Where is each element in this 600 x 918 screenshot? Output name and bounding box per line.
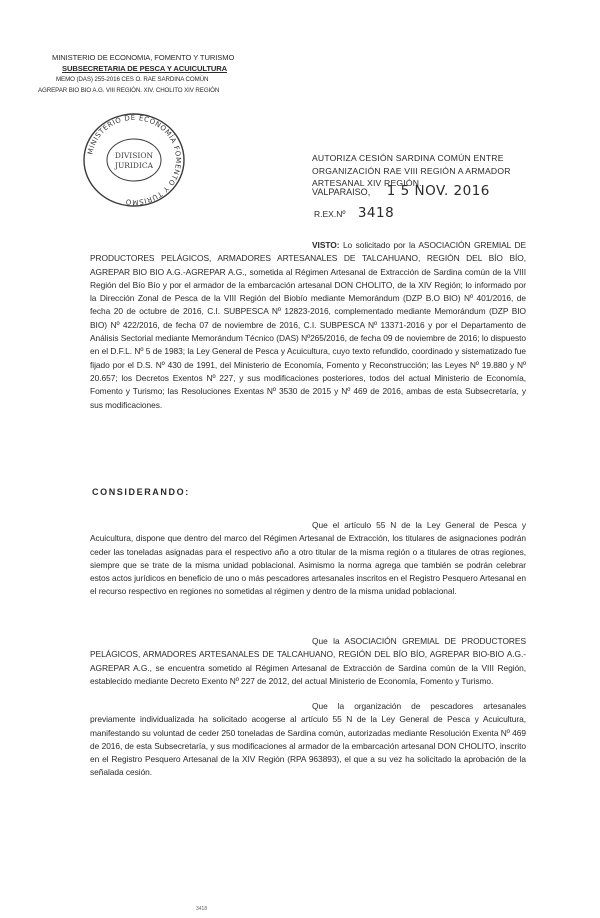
stamp-inner-line-1: DIVISION: [114, 151, 154, 160]
official-stamp: [74, 108, 194, 208]
visto-paragraph: [90, 239, 526, 412]
visto-lead: VISTO:: [312, 240, 340, 250]
considerando-paragraph-3: Que la organización de pescadores artesanales previamente individualizada ha solicitado acogerse al artículo 55 N de la Ley General de Pesca y Acuicultura, manifestando su voluntad de ceder 250 toneladas de Sardina común, autorizadas mediante Resolución Exenta Nº 469 de 2016, de esta Subsecretaría, y sus modificaciones al armador de la embarcación artesanal DON CHOLITO, inscrito en el Registro Pesquero Artesanal de la XIV Región (RPA 963893), el que a su vez ha solicitado la aprobación de la señalada cesión.: [90, 701, 526, 778]
considerando-paragraph-1: Que el artículo 55 N de la Ley General de Pesca y Acuicultura, dispone que dentro del marco del Régimen Artesanal de Extracción, los titulares de asignaciones podrán ceder las toneladas asignadas para el respectivo año a otro titular de la misma región o a titulares de otras regiones, siempre que se trate de la misma unidad poblacional. Asimismo la norma agrega que también se podrán celebrar estos actos jurídicos en beneficio de uno o más pescadores artesanales inscritos en el Registro Pesquero Artesanal en el recurso respectivo en regiones no sometidas al régimen y dentro de la misma unidad poblacional.: [90, 520, 526, 597]
stamp-inner-line-2: JURIDICA: [114, 161, 154, 170]
date-label: VALPARAISO,: [312, 187, 371, 197]
ministry-name: MINISTERIO DE ECONOMIA, FOMENTO Y TURISMO: [52, 53, 235, 62]
svg-text:MINISTERIO DE ECONOMÍA FOMENTO: [86, 114, 182, 206]
resolution-subject: AUTORIZA CESIÓN SARDINA COMÚN ENTRE ORGANIZACIÓN RAE VIII REGIÓN A ARMADOR ARTESANAL XIV REGIÓN.: [312, 153, 511, 188]
considerando-heading: CONSIDERANDO:: [92, 487, 190, 497]
memo-reference: MEMO (DAS) 255-2016 CES O. RAE SARDINA COMÚN: [56, 76, 209, 83]
considerando-paragraph-2: Que la ASOCIACIÓN GREMIAL DE PRODUCTORES PELÁGICOS, ARMADORES ARTESANALES DE TALCAHUANO, REGIÓN DEL BÍO BÍO, AGREPAR BIO-BIO A.G.-AGREPAR A.G., se encuentra sometido al Régimen Artesanal de Extracción de Sardina común de la VIII Región, establecido mediante Decreto Exento Nº 227 de 2012, del actual Ministerio de Economía, Fomento y Turismo.: [90, 636, 526, 686]
footer-mark: 3418: [196, 906, 208, 912]
subsecretaria-name: SUBSECRETARIA DE PESCA Y ACUICULTURA: [62, 64, 228, 73]
visto-text: Lo solicitado por la ASOCIACIÓN GREMIAL DE PRODUCTORES PELÁGICOS, ARMADORES ARTESANALES DE TALCAHUANO, REGIÓN DEL BÍO BÍO, AGREPAR BIO BIO A.G.-AGREPAR A.G., sometida al Régimen Artesanal de Extracción de Sardina común de la VIII Región del Bío Bío y por el armador de la embarcación artesanal DON CHOLITO, de la XIV Región; lo informado por la Dirección Zonal de Pesca de la VIII Región del Biobío mediante Memorándum (DZP B.O BIO) Nº 401/2016, de fecha 20 de octubre de 2016, C.I. SUBPESCA Nº 12823-2016, complementado mediante Memorándum (DZP BIO BIO) Nº 422/2016, de fecha 07 de noviembre de 2016, C.I. SUBPESCA Nº 13371-2016 y por el Departamento de Análisis Sectorial mediante Memorándum Técnico (DAS) Nº265/2016, de fecha 09 de noviembre de 2016; lo dispuesto en el D.F.L. Nº 5 de 1983; la Ley General de Pesca y Acuicultura, cuyo texto refundido, coordinado y sistematizado fue fijado por el D.S. Nº 430 de 1991, del Ministerio de Economía, Fomento y Reconstrucción; las Leyes Nº 19.880 y Nº 20.657; los Decretos Exentos Nº 227, y sus modificaciones posteriores, todos del actual Ministerio de Economía, Fomento y Turismo; las Resoluciones Exentas Nº 3530 de 2015 y Nº 469 de 2016, ambas de esta Subsecretaría, y sus modificaciones.: [90, 240, 526, 410]
resolution-number-line: [314, 205, 394, 221]
resolution-number: 3418: [357, 205, 395, 221]
resolution-label: R.EX.Nº: [314, 209, 346, 219]
letterhead: [38, 52, 278, 96]
agrepar-reference: AGREPAR BIO BIO A.G. VIII REGIÓN. XIV. CHOLITO XIV REGIÓN: [38, 87, 220, 94]
date-line: [312, 183, 490, 199]
date-stamp: 1 5 NOV. 2016: [386, 183, 490, 199]
stamp-outer-text: MINISTERIO DE ECONOMÍA FOMENTO Y TURISMO: [86, 113, 183, 207]
